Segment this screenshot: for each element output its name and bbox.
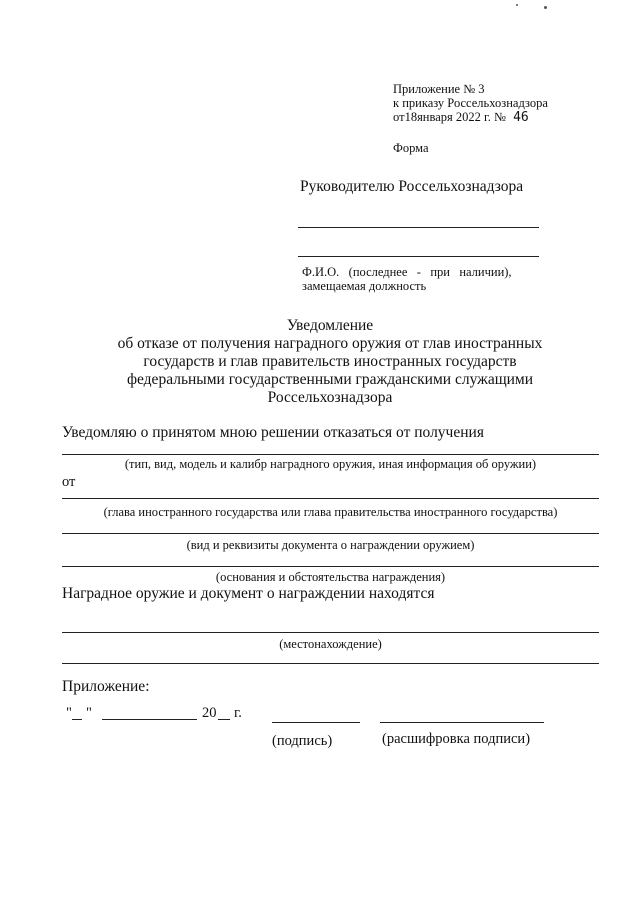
attachment-date-day: 18января (404, 110, 453, 124)
notice-title: Уведомление (286, 317, 374, 334)
document-blank-line (62, 533, 599, 534)
date-month-blank (102, 719, 197, 720)
attachment-date-year: 2022 г. № (455, 110, 506, 124)
weapon-blank-line (62, 454, 599, 455)
notice-subtitle-line-2: государств и глав правительств иностранных государств (143, 353, 517, 370)
location-blank-line-2 (62, 663, 599, 664)
addressee-blank-line-1 (298, 227, 539, 228)
fio-caption-line-2: замещаемая должность (302, 279, 427, 293)
document-caption: (вид и реквизиты документа о награждении оружием) (186, 538, 475, 552)
attachment-line-1: Приложение № 3 (393, 82, 485, 96)
head-blank-line (62, 498, 599, 499)
signature-caption: (подпись) (272, 733, 333, 749)
attachment-line-2: к приказу Россельхознадзора (393, 96, 548, 110)
location-blank-line (62, 632, 599, 633)
attachment-label: Приложение: (62, 678, 150, 695)
signature-blank-line (272, 722, 360, 723)
date-quote-close: " (86, 705, 92, 721)
date-day-blank (72, 719, 82, 720)
attachment-line-3 (393, 110, 529, 125)
date-quote-open: " (66, 705, 72, 721)
attachment-order-number: 46 (513, 110, 529, 125)
grounds-blank-line (62, 566, 599, 567)
notice-subtitle-line-3: федеральными государственными гражданскими служащими (126, 371, 534, 388)
addressee-to: Руководителю Россельхознадзора (300, 178, 524, 195)
fio-caption-line-1: Ф.И.О. (последнее - при наличии), (302, 265, 512, 279)
scan-speck (516, 4, 518, 6)
addressee-blank-line-2 (298, 256, 539, 257)
signature-decode-blank-line (380, 722, 544, 723)
grounds-caption: (основания и обстоятельства награждения) (215, 570, 446, 584)
from-label: от (62, 474, 76, 490)
notice-subtitle-line-1: об отказе от получения наградного оружия от глав иностранных (117, 335, 543, 352)
location-intro-text: Наградное оружие и документ о награждении находятся (62, 585, 435, 602)
intro-text: Уведомляю о принятом мною решении отказаться от получения (62, 424, 484, 441)
attachment-date-prefix: от (393, 110, 405, 124)
date-year-blank (218, 719, 230, 720)
form-label: Форма (393, 141, 429, 155)
notice-subtitle-line-4: Россельхознадзора (267, 389, 393, 406)
date-year-suffix: г. (234, 705, 242, 721)
location-caption: (местонахождение) (279, 637, 382, 651)
weapon-caption: (тип, вид, модель и калибр наградного оружия, иная информация об оружии) (124, 457, 537, 471)
date-year-prefix: 20 (202, 705, 217, 721)
signature-decode-caption: (расшифровка подписи) (382, 731, 531, 747)
head-caption: (глава иностранного государства или глава правительства иностранного государства) (103, 505, 558, 519)
scan-speck (544, 6, 547, 9)
